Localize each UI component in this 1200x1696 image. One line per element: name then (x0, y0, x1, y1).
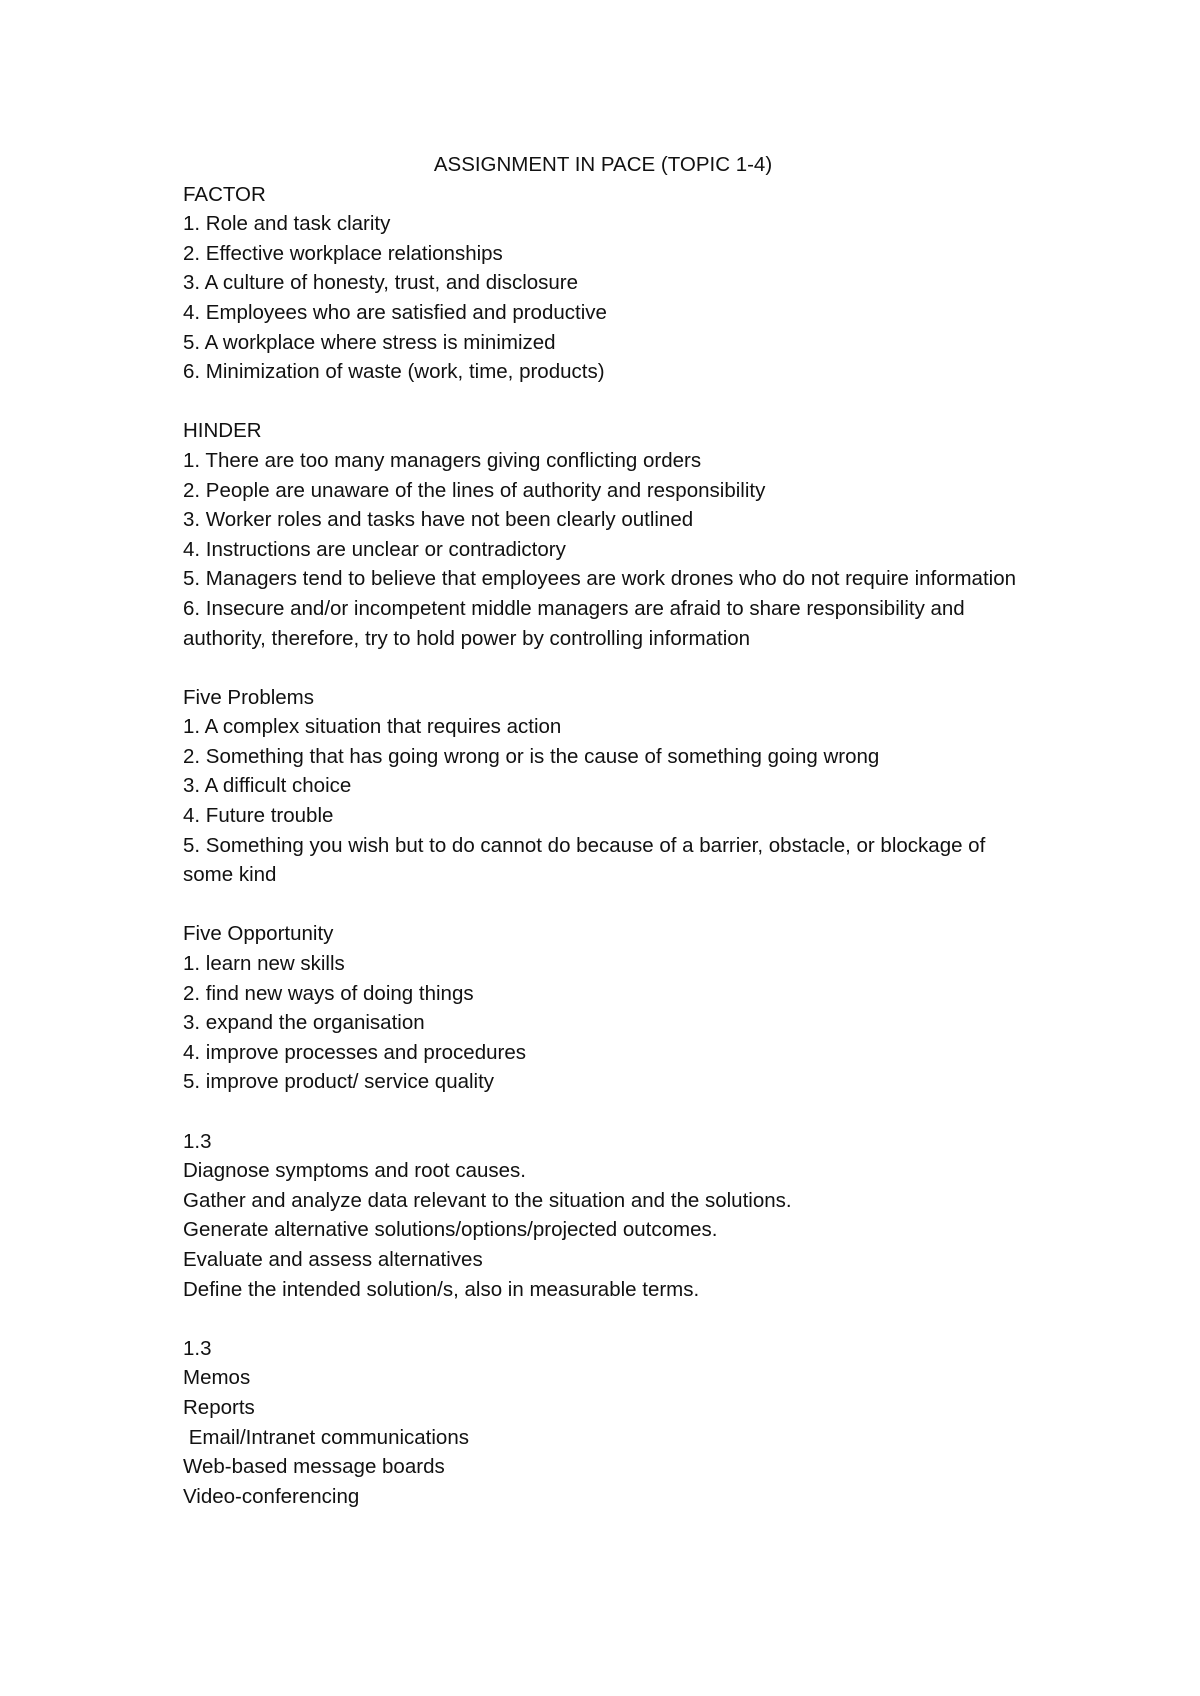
list-item: 5. improve product/ service quality (183, 1070, 495, 1094)
list-item: 5. Something you wish but to do cannot do because of a barrier, obstacle, or blockage of some kind (183, 833, 991, 887)
list-item: 5. Managers tend to believe that employees are work drones who do not require information (183, 567, 1017, 591)
section-five-opportunity (183, 919, 1023, 1097)
section-heading: 1.3 (183, 1129, 212, 1153)
list-item: Generate alternative solutions/options/projected outcomes. (183, 1218, 718, 1242)
list-item: 6. Minimization of waste (work, time, products) (183, 360, 605, 384)
list-item: 4. Instructions are unclear or contradictory (183, 537, 566, 561)
list-item: Diagnose symptoms and root causes. (183, 1159, 526, 1183)
list-item: Web-based message boards (183, 1455, 445, 1479)
list-item: 1. Role and task clarity (183, 212, 391, 236)
list-item: 3. A difficult choice (183, 774, 352, 798)
section-heading: HINDER (183, 419, 262, 443)
list-item: 2. find new ways of doing things (183, 981, 474, 1005)
list-item: Evaluate and assess alternatives (183, 1247, 483, 1271)
section-hinder (183, 416, 1023, 653)
list-item: 6. Insecure and/or incompetent middle managers are afraid to share responsibility and authority, therefore, try to hold power by controlling information (183, 596, 971, 650)
list-item: Email/Intranet communications (183, 1425, 469, 1449)
section-communication-methods (183, 1334, 1023, 1512)
list-item: 1. A complex situation that requires action (183, 715, 562, 739)
list-item: 5. A workplace where stress is minimized (183, 330, 556, 354)
section-heading: Five Opportunity (183, 922, 334, 946)
section-heading: 1.3 (183, 1336, 212, 1360)
section-five-problems (183, 683, 1023, 890)
section-heading: Five Problems (183, 685, 315, 709)
section-problem-solving-steps (183, 1127, 1023, 1305)
list-item: 1. There are too many managers giving conflicting orders (183, 448, 702, 472)
document-body (183, 150, 1023, 1541)
list-item: 3. Worker roles and tasks have not been clearly outlined (183, 508, 694, 532)
list-item: Reports (183, 1395, 255, 1419)
list-item: Gather and analyze data relevant to the situation and the solutions. (183, 1188, 792, 1212)
list-item: Define the intended solution/s, also in measurable terms. (183, 1277, 700, 1301)
list-item: 4. Employees who are satisfied and productive (183, 300, 607, 324)
list-item: 2. Effective workplace relationships (183, 241, 503, 265)
list-item: 1. learn new skills (183, 952, 345, 976)
list-item: 4. Future trouble (183, 804, 334, 828)
section-heading: FACTOR (183, 182, 266, 206)
list-item: Memos (183, 1366, 251, 1390)
list-item: 3. A culture of honesty, trust, and disclosure (183, 271, 579, 295)
document-title: ASSIGNMENT IN PACE (TOPIC 1-4) (433, 153, 773, 176)
list-item: 4. improve processes and procedures (183, 1040, 526, 1064)
section-factor (183, 180, 1023, 387)
list-item: 2. Something that has going wrong or is the cause of something going wrong (183, 744, 880, 768)
list-item: 2. People are unaware of the lines of authority and responsibility (183, 478, 766, 502)
list-item: Video-conferencing (183, 1484, 360, 1508)
list-item: 3. expand the organisation (183, 1011, 425, 1035)
